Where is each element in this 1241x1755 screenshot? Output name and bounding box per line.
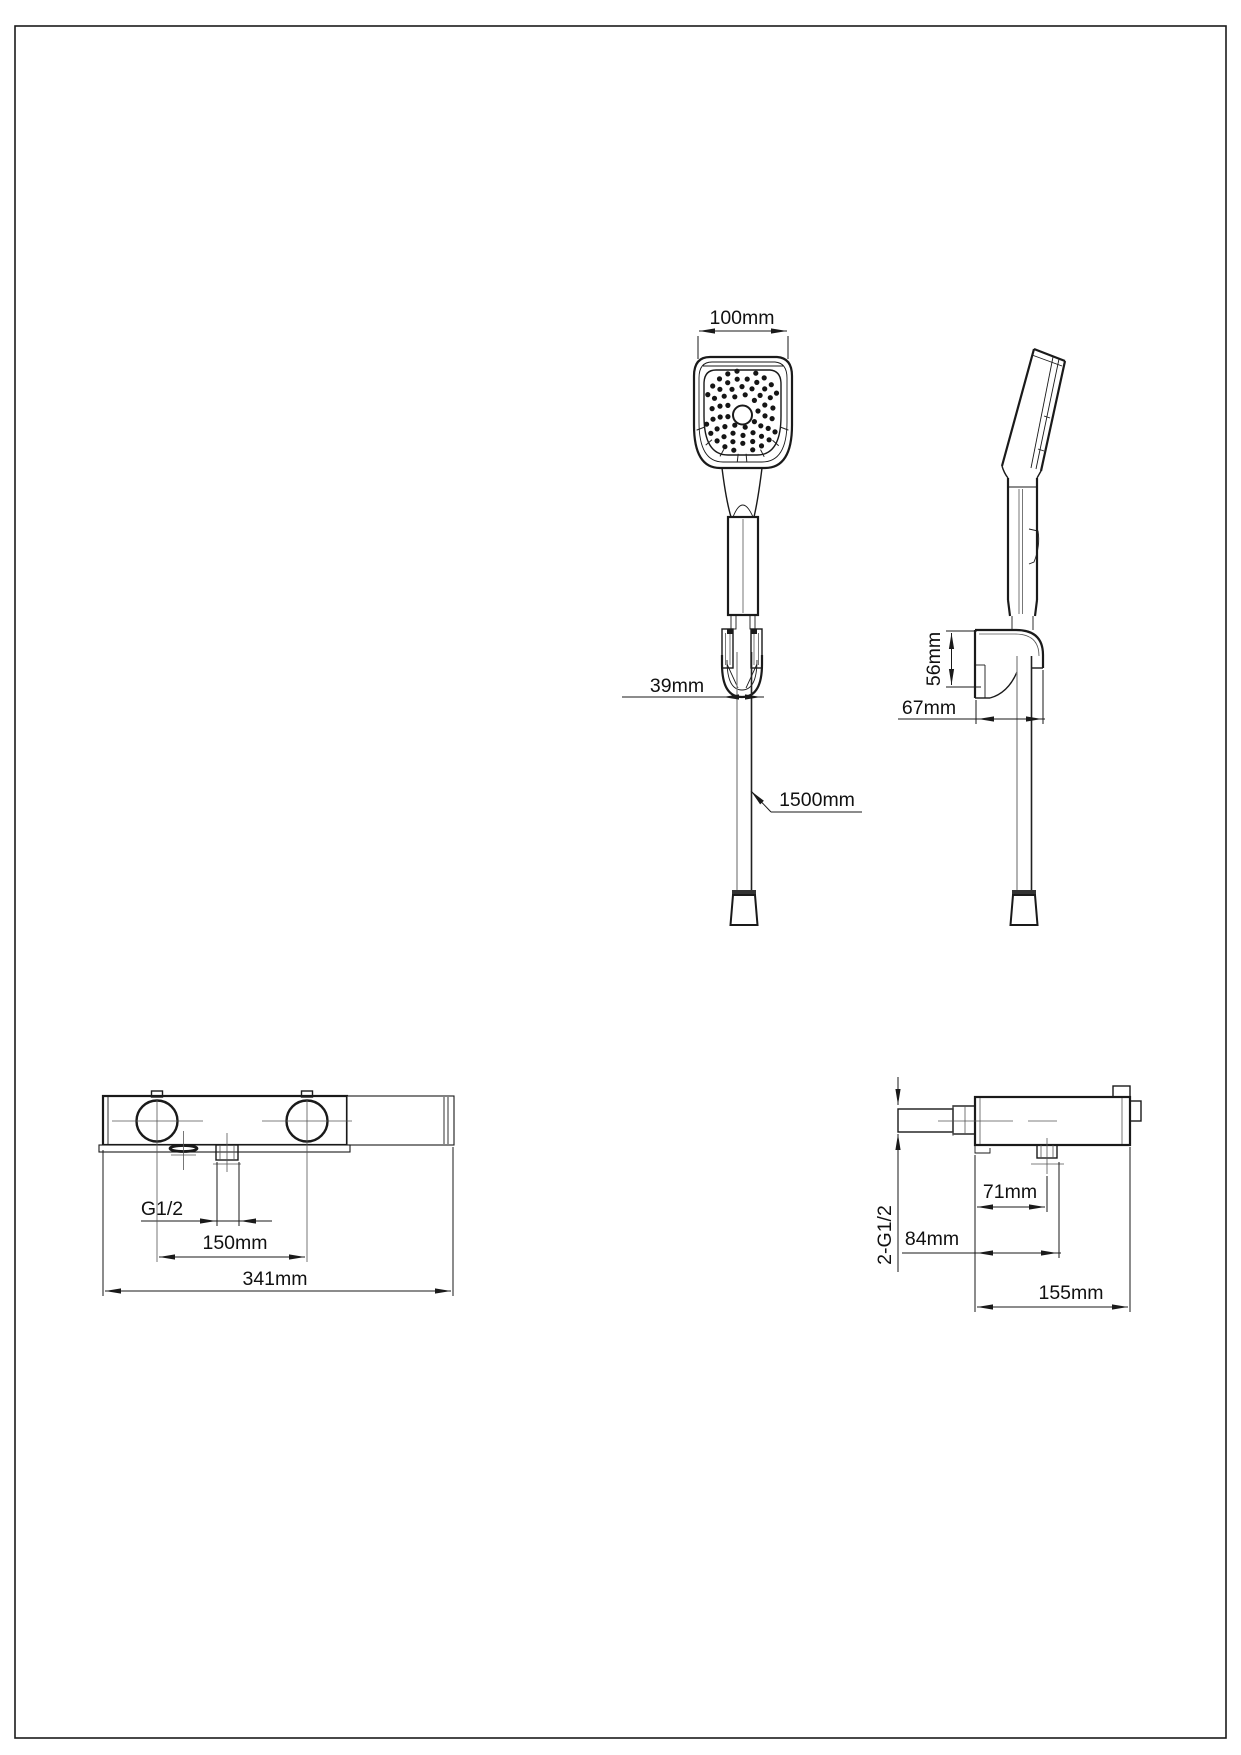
shower-holder-front [722, 629, 762, 697]
mixer-baseplate-front [99, 1145, 350, 1152]
dim-holder-depth [898, 670, 1045, 724]
mixer-underside-fittings [975, 1138, 1064, 1174]
shower-handle-side [1008, 478, 1039, 630]
mixer-aerator-front [170, 1131, 197, 1170]
dim-label-hose-length: 1500mm [779, 789, 855, 811]
mixer-shelf-front [347, 1096, 454, 1145]
dim-fixing-depth [902, 1162, 1061, 1258]
dim-control-spacing [157, 1099, 307, 1262]
dim-outlet-thread [141, 1162, 272, 1226]
dim-label-head-width: 100mm [709, 307, 775, 329]
dim-holder-depth-extensions [976, 670, 1043, 724]
shower-head-front [694, 357, 792, 468]
dim-outlet-thread-extensions [217, 1162, 239, 1226]
dim-overall-depth [977, 1147, 1130, 1312]
shower-holder-side [975, 630, 1043, 698]
shower-handle-front [728, 517, 758, 629]
dim-label-overall-width: 341mm [242, 1268, 308, 1290]
shower-hose-side [1011, 656, 1038, 925]
mixer-inlet-pipe-side [898, 1105, 1057, 1136]
dim-outlet-offset [975, 1155, 1047, 1312]
dim-head-width [698, 307, 788, 359]
dim-inlet-threads [874, 1077, 898, 1272]
mixer-body-side [975, 1086, 1141, 1145]
dim-outlet-offset-extensions [975, 1155, 1047, 1312]
dim-hose-length [751, 789, 862, 812]
handshower-front-view [622, 307, 862, 925]
dim-holder-height [923, 631, 981, 687]
mixer-side-knob [1130, 1101, 1141, 1121]
shower-neck-front [722, 468, 762, 517]
dim-head-width-extensions [698, 336, 788, 359]
mixer-top-port-side [1113, 1086, 1130, 1097]
dim-label-inlet-threads: 2-G1/2 [874, 1205, 896, 1265]
hose-cone-side [1011, 895, 1038, 925]
dim-holder-width [622, 675, 764, 697]
dim-label-control-spacing: 150mm [202, 1232, 268, 1254]
dim-label-fixing-depth: 84mm [904, 1228, 960, 1250]
spray-center-hole [733, 406, 752, 425]
mixer-knob-left [112, 1091, 203, 1142]
mixer-front-view [99, 1091, 454, 1296]
shower-head-side [1002, 349, 1065, 478]
dim-label-holder-width: 39mm [649, 675, 705, 697]
dim-label-outlet-offset: 71mm [982, 1181, 1038, 1203]
dim-label-overall-depth: 155mm [1038, 1282, 1104, 1304]
sheet-border [15, 26, 1226, 1738]
dim-label-holder-depth: 67mm [901, 697, 957, 719]
mixer-side-view [874, 1077, 1141, 1312]
handshower-side-view [898, 349, 1065, 925]
dim-label-outlet-thread: G1/2 [140, 1198, 184, 1220]
dim-label-holder-height: 56mm [923, 631, 945, 687]
hose-cone-front [731, 895, 758, 925]
